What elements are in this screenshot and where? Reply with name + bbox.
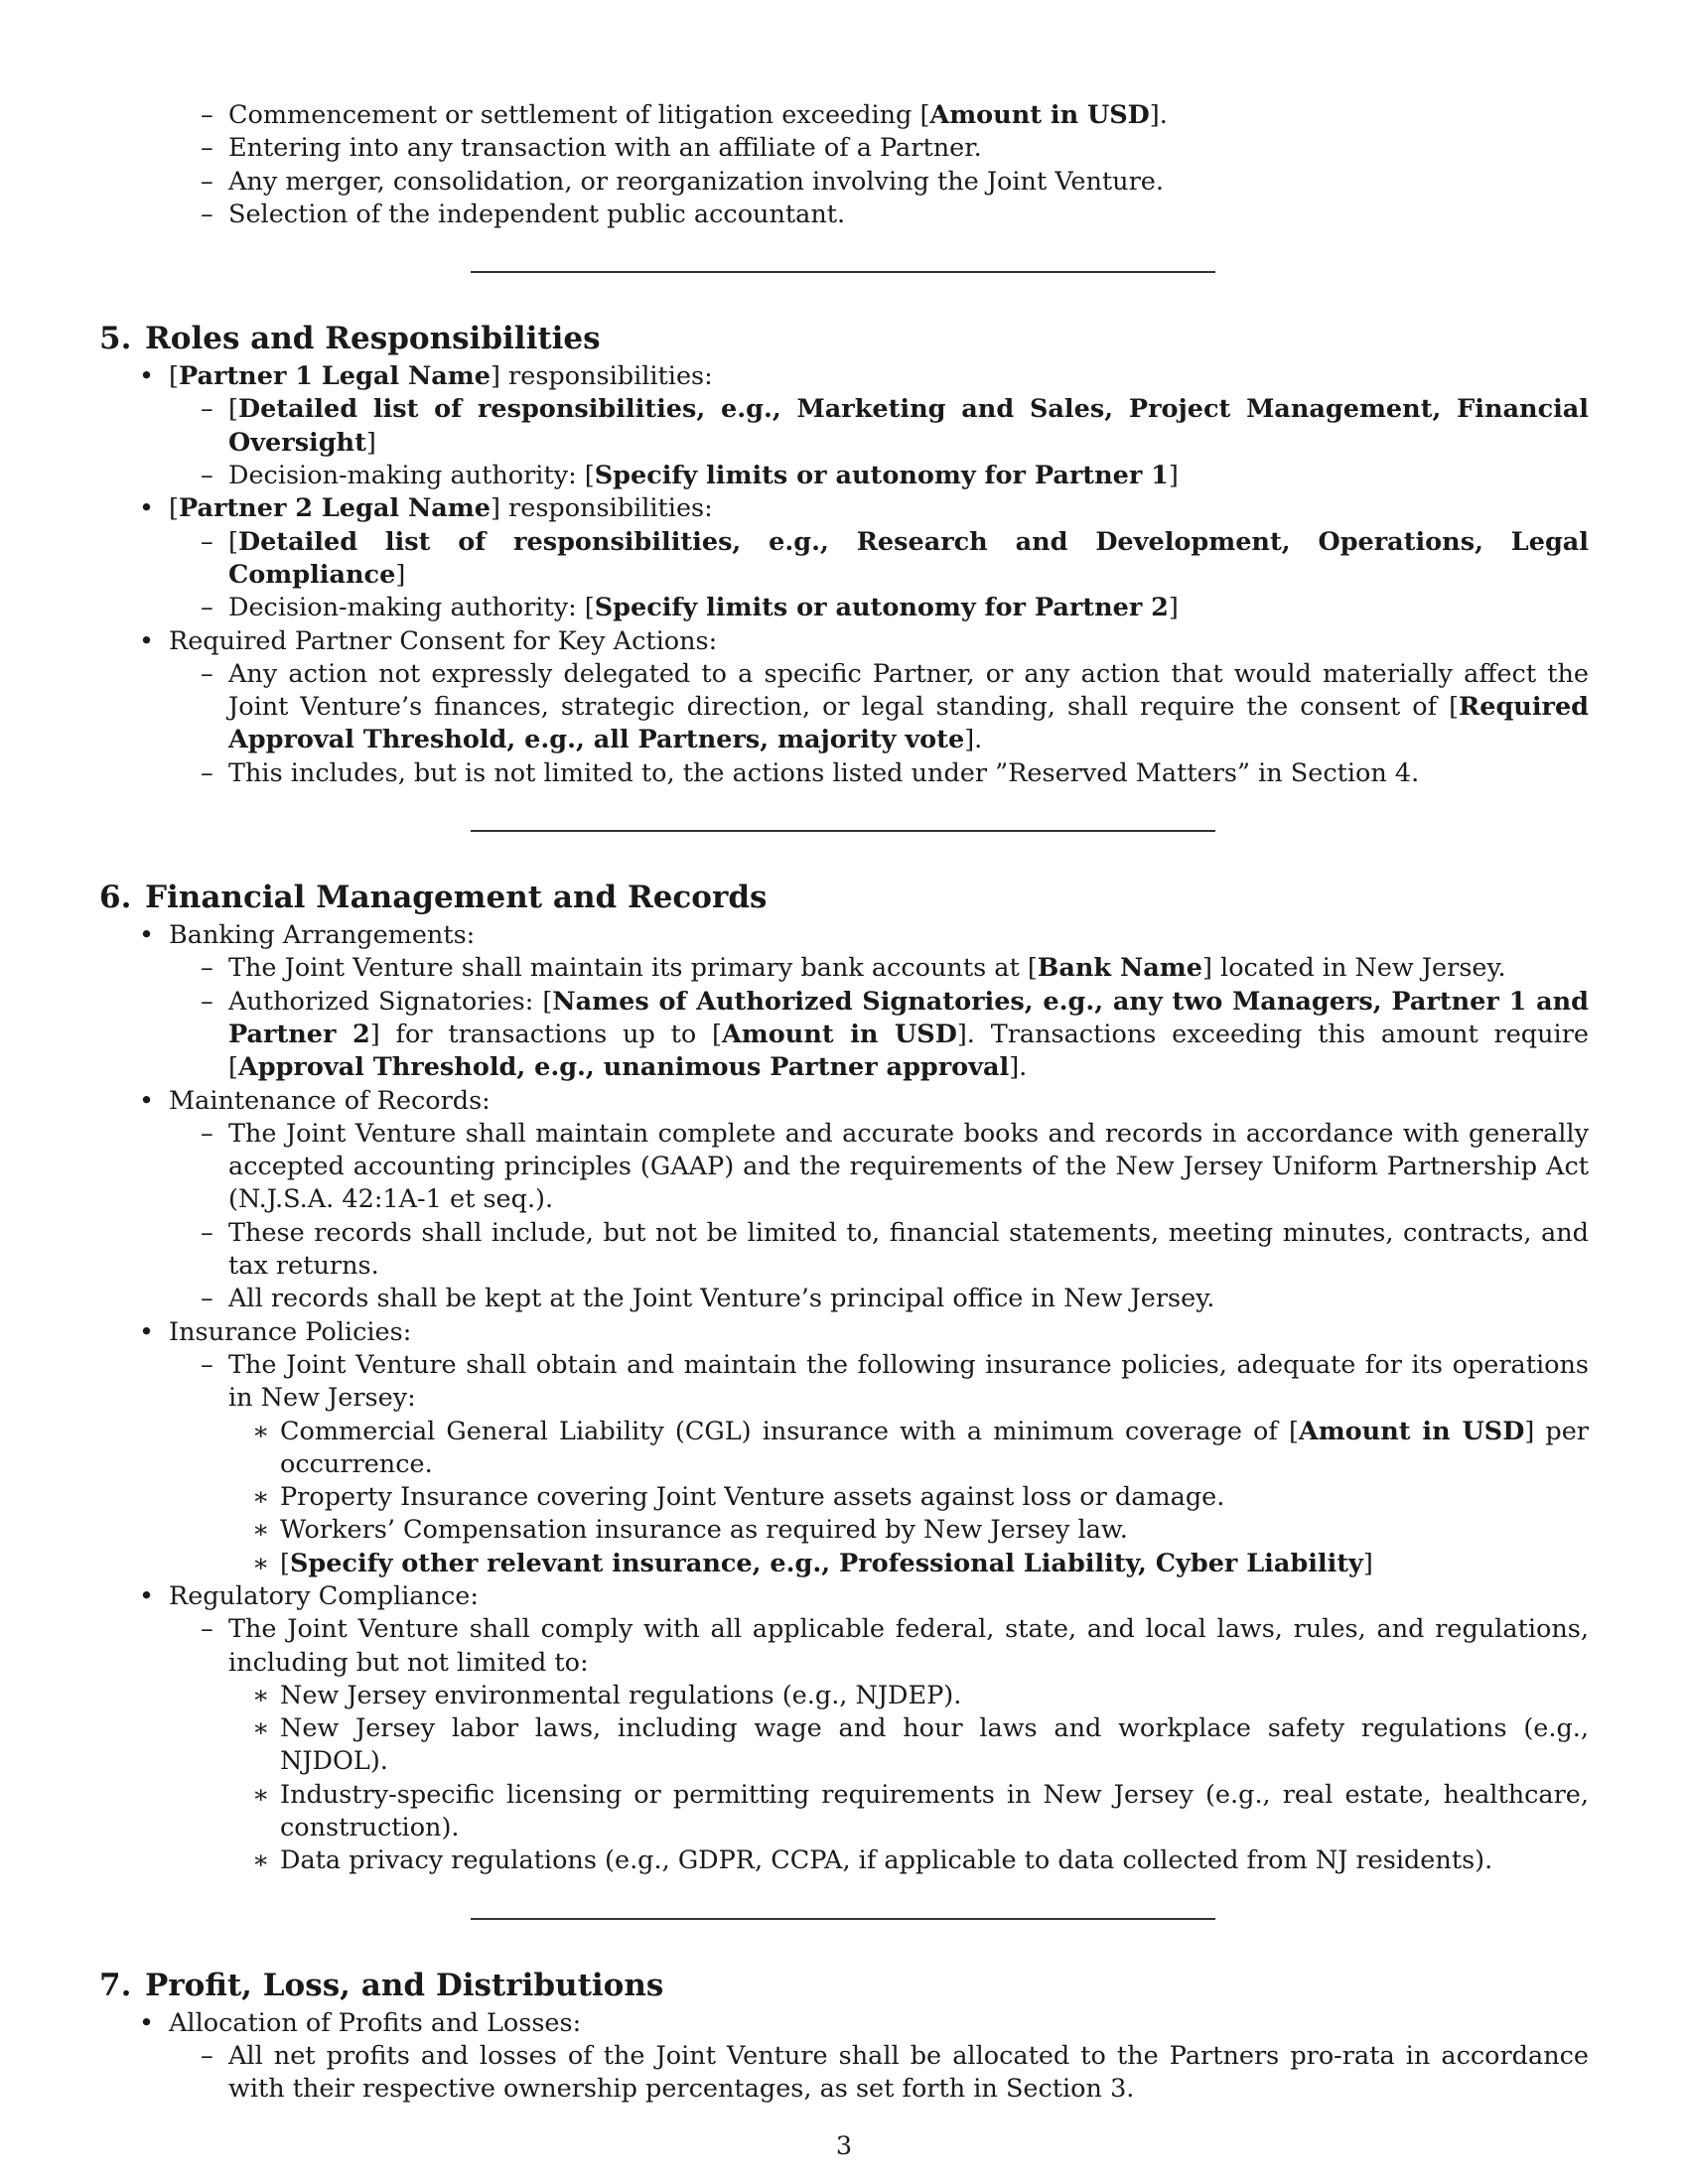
list-item: – All net profits and losses of the Joint Venture shall be allocated to the Partners pro-rata in accordance with their respective ownership percentages, as set forth in Section 3. (228, 2040, 1589, 2107)
section-heading-5: 5. Roles and Responsibilities (99, 321, 601, 357)
list-item: • Banking Arrangements: – The Joint Venture shall maintain its primary bank accounts at [Bank Name] located in New Jersey. – Authorized Signatories: [Names of Authorized Signatories, e.g., any two Managers, Partner 1 and Partner 2] for transactions up to [Amount in USD]. Transactions exceeding this amount require [Approval Threshold, e.g., unanimous Partner approval]. (169, 919, 1589, 1084)
list-item: – The Joint Venture shall comply with all applicable federal, state, and local laws, rules, and regulations, including but not limited to: ∗ New Jersey environmental regulations (e.g., NJDEP). ∗ New Jersey labor laws, including wage and hour laws and workplace safety regulations (e.g., NJDOL). ∗ Industry-specific licensing or permitting requirements in New Jersey (e.g., real estate, healthcare, construction). ∗ Data privacy regulations (e.g., GDPR, CCPA, if applicable to data collected from NJ residents). (228, 1613, 1589, 1877)
list-item: – All records shall be kept at the Joint Venture’s principal office in New Jersey. (228, 1283, 1589, 1315)
list-item: – The Joint Venture shall maintain its primary bank accounts at [Bank Name] located in New Jersey. (228, 952, 1589, 985)
list-item: • [Partner 2 Legal Name] responsibilities: – [Detailed list of responsibilities, e.g., Research and Development, Operations, Legal Compliance] – Decision-making authority: [Specify limits or autonomy for Partner 2] (169, 492, 1589, 624)
page-number: 3 (835, 2131, 853, 2161)
list-item: – The Joint Venture shall obtain and maintain the following insurance policies, adequate for its operations in New Jersey: ∗ Commercial General Liability (CGL) insurance with a minimum coverage of [Amount in USD] per occurrence. ∗ Property Insurance covering Joint Venture assets against loss or damage. ∗ Workers’ Compensation insurance as required by New Jersey law. ∗ [Specify other relevant insurance, e.g., Professional Liability, Cyber Liability] (228, 1349, 1589, 1580)
list-item: • Allocation of Profits and Losses: – All net profits and losses of the Joint Venture shall be allocated to the Partners pro-rata in accordance with their respective ownership percentages, as set forth in Section 3. (169, 2007, 1589, 2107)
list-item: ∗ Data privacy regulations (e.g., GDPR, CCPA, if applicable to data collected from NJ residents). (280, 1844, 1589, 1877)
list-item: ∗ Commercial General Liability (CGL) insurance with a minimum coverage of [Amount in USD] per occurrence. (280, 1416, 1589, 1482)
section-heading-7: 7. Profit, Loss, and Distributions (99, 1967, 664, 2003)
list-item: ∗ Workers’ Compensation insurance as required by New Jersey law. (280, 1514, 1589, 1547)
list-item: – [Detailed list of responsibilities, e.g., Research and Development, Operations, Legal Compliance] (228, 526, 1589, 593)
list-item: ∗ Industry-specific licensing or permitting requirements in New Jersey (e.g., real estate, healthcare, construction). (280, 1779, 1589, 1845)
list-item: – Any action not expressly delegated to a specific Partner, or any action that would materially affect the Joint Venture’s finances, strategic direction, or legal standing, shall require the consent of [Required Approval Threshold, e.g., all Partners, majority vote]. (228, 658, 1589, 757)
list-item: – Entering into any transaction with an affiliate of a Partner. (228, 132, 1589, 165)
list-item: – Authorized Signatories: [Names of Authorized Signatories, e.g., any two Managers, Partner 1 and Partner 2] for transactions up to [Amount in USD]. Transactions exceeding this amount require [Approval Threshold, e.g., unanimous Partner approval]. (228, 986, 1589, 1085)
section-heading-6: 6. Financial Management and Records (99, 880, 768, 916)
list-item: • Regulatory Compliance: – The Joint Venture shall comply with all applicable federal, state, and local laws, rules, and regulations, including but not limited to: ∗ New Jersey environmental regulations (e.g., NJDEP). ∗ New Jersey labor laws, including wage and hour laws and workplace safety regulations (e.g., NJDOL). ∗ Industry-specific licensing or permitting requirements in New Jersey (e.g., real estate, healthcare, construction). ∗ Data privacy regulations (e.g., GDPR, CCPA, if applicable to data collected from NJ residents). (169, 1580, 1589, 1878)
list-item: ∗ Property Insurance covering Joint Venture assets against loss or damage. (280, 1481, 1589, 1514)
list-item: – Any merger, consolidation, or reorganization involving the Joint Venture. (228, 166, 1589, 199)
section-7-list (99, 2007, 1589, 2107)
list-item: ∗ New Jersey environmental regulations (e.g., NJDEP). (280, 1680, 1589, 1712)
list-item: – This includes, but is not limited to, the actions listed under ”Reserved Matters” in Section 4. (228, 757, 1589, 790)
document-page (99, 99, 1589, 2107)
list-item: • [Partner 1 Legal Name] responsibilities: – [Detailed list of responsibilities, e.g., Marketing and Sales, Project Management, Financial Oversight] – Decision-making authority: [Specify limits or autonomy for Partner 1] (169, 360, 1589, 492)
list-item: – These records shall include, but not be limited to, financial statements, meeting minutes, contracts, and tax returns. (228, 1217, 1589, 1284)
list-item: ∗ [Specify other relevant insurance, e.g., Professional Liability, Cyber Liability] (280, 1548, 1589, 1580)
section-6-list (99, 919, 1589, 1878)
list-item: – Decision-making authority: [Specify limits or autonomy for Partner 2] (228, 592, 1589, 624)
list-item: – [Detailed list of responsibilities, e.g., Marketing and Sales, Project Management, Financial Oversight] (228, 393, 1589, 460)
list-item: – Selection of the independent public accountant. (228, 199, 1589, 231)
list-item: – Commencement or settlement of litigation exceeding [Amount in USD]. (228, 99, 1589, 132)
list-item: • Maintenance of Records: – The Joint Venture shall maintain complete and accurate books and records in accordance with generally accepted accounting principles (GAAP) and the requirements of the New Jersey Uniform Partnership Act (N.J.S.A. 42:1A-1 et seq.). – These records shall include, but not be limited to, financial statements, meeting minutes, contracts, and tax returns. – All records shall be kept at the Joint Venture’s principal office in New Jersey. (169, 1085, 1589, 1316)
section-divider (471, 830, 1215, 832)
reserved-matters-continued-list (99, 99, 1589, 231)
list-item: • Required Partner Consent for Key Actions: – Any action not expressly delegated to a specific Partner, or any action that would materially affect the Joint Venture’s finances, strategic direction, or legal standing, shall require the consent of [Required Approval Threshold, e.g., all Partners, majority vote]. – This includes, but is not limited to, the actions listed under ”Reserved Matters” in Section 4. (169, 625, 1589, 790)
list-item: • Insurance Policies: – The Joint Venture shall obtain and maintain the following insurance policies, adequate for its operations in New Jersey: ∗ Commercial General Liability (CGL) insurance with a minimum coverage of [Amount in USD] per occurrence. ∗ Property Insurance covering Joint Venture assets against loss or damage. ∗ Workers’ Compensation insurance as required by New Jersey law. ∗ [Specify other relevant insurance, e.g., Professional Liability, Cyber Liability] (169, 1316, 1589, 1580)
section-divider (471, 271, 1215, 273)
list-item: – The Joint Venture shall maintain complete and accurate books and records in accordance with generally accepted accounting principles (GAAP) and the requirements of the New Jersey Uniform Partnership Act (N.J.S.A. 42:1A-1 et seq.). (228, 1118, 1589, 1217)
list-item: – Decision-making authority: [Specify limits or autonomy for Partner 1] (228, 460, 1589, 492)
section-5-list (99, 360, 1589, 790)
list-item: ∗ New Jersey labor laws, including wage and hour laws and workplace safety regulations (e.g., NJDOL). (280, 1712, 1589, 1779)
section-divider (471, 1918, 1215, 1920)
